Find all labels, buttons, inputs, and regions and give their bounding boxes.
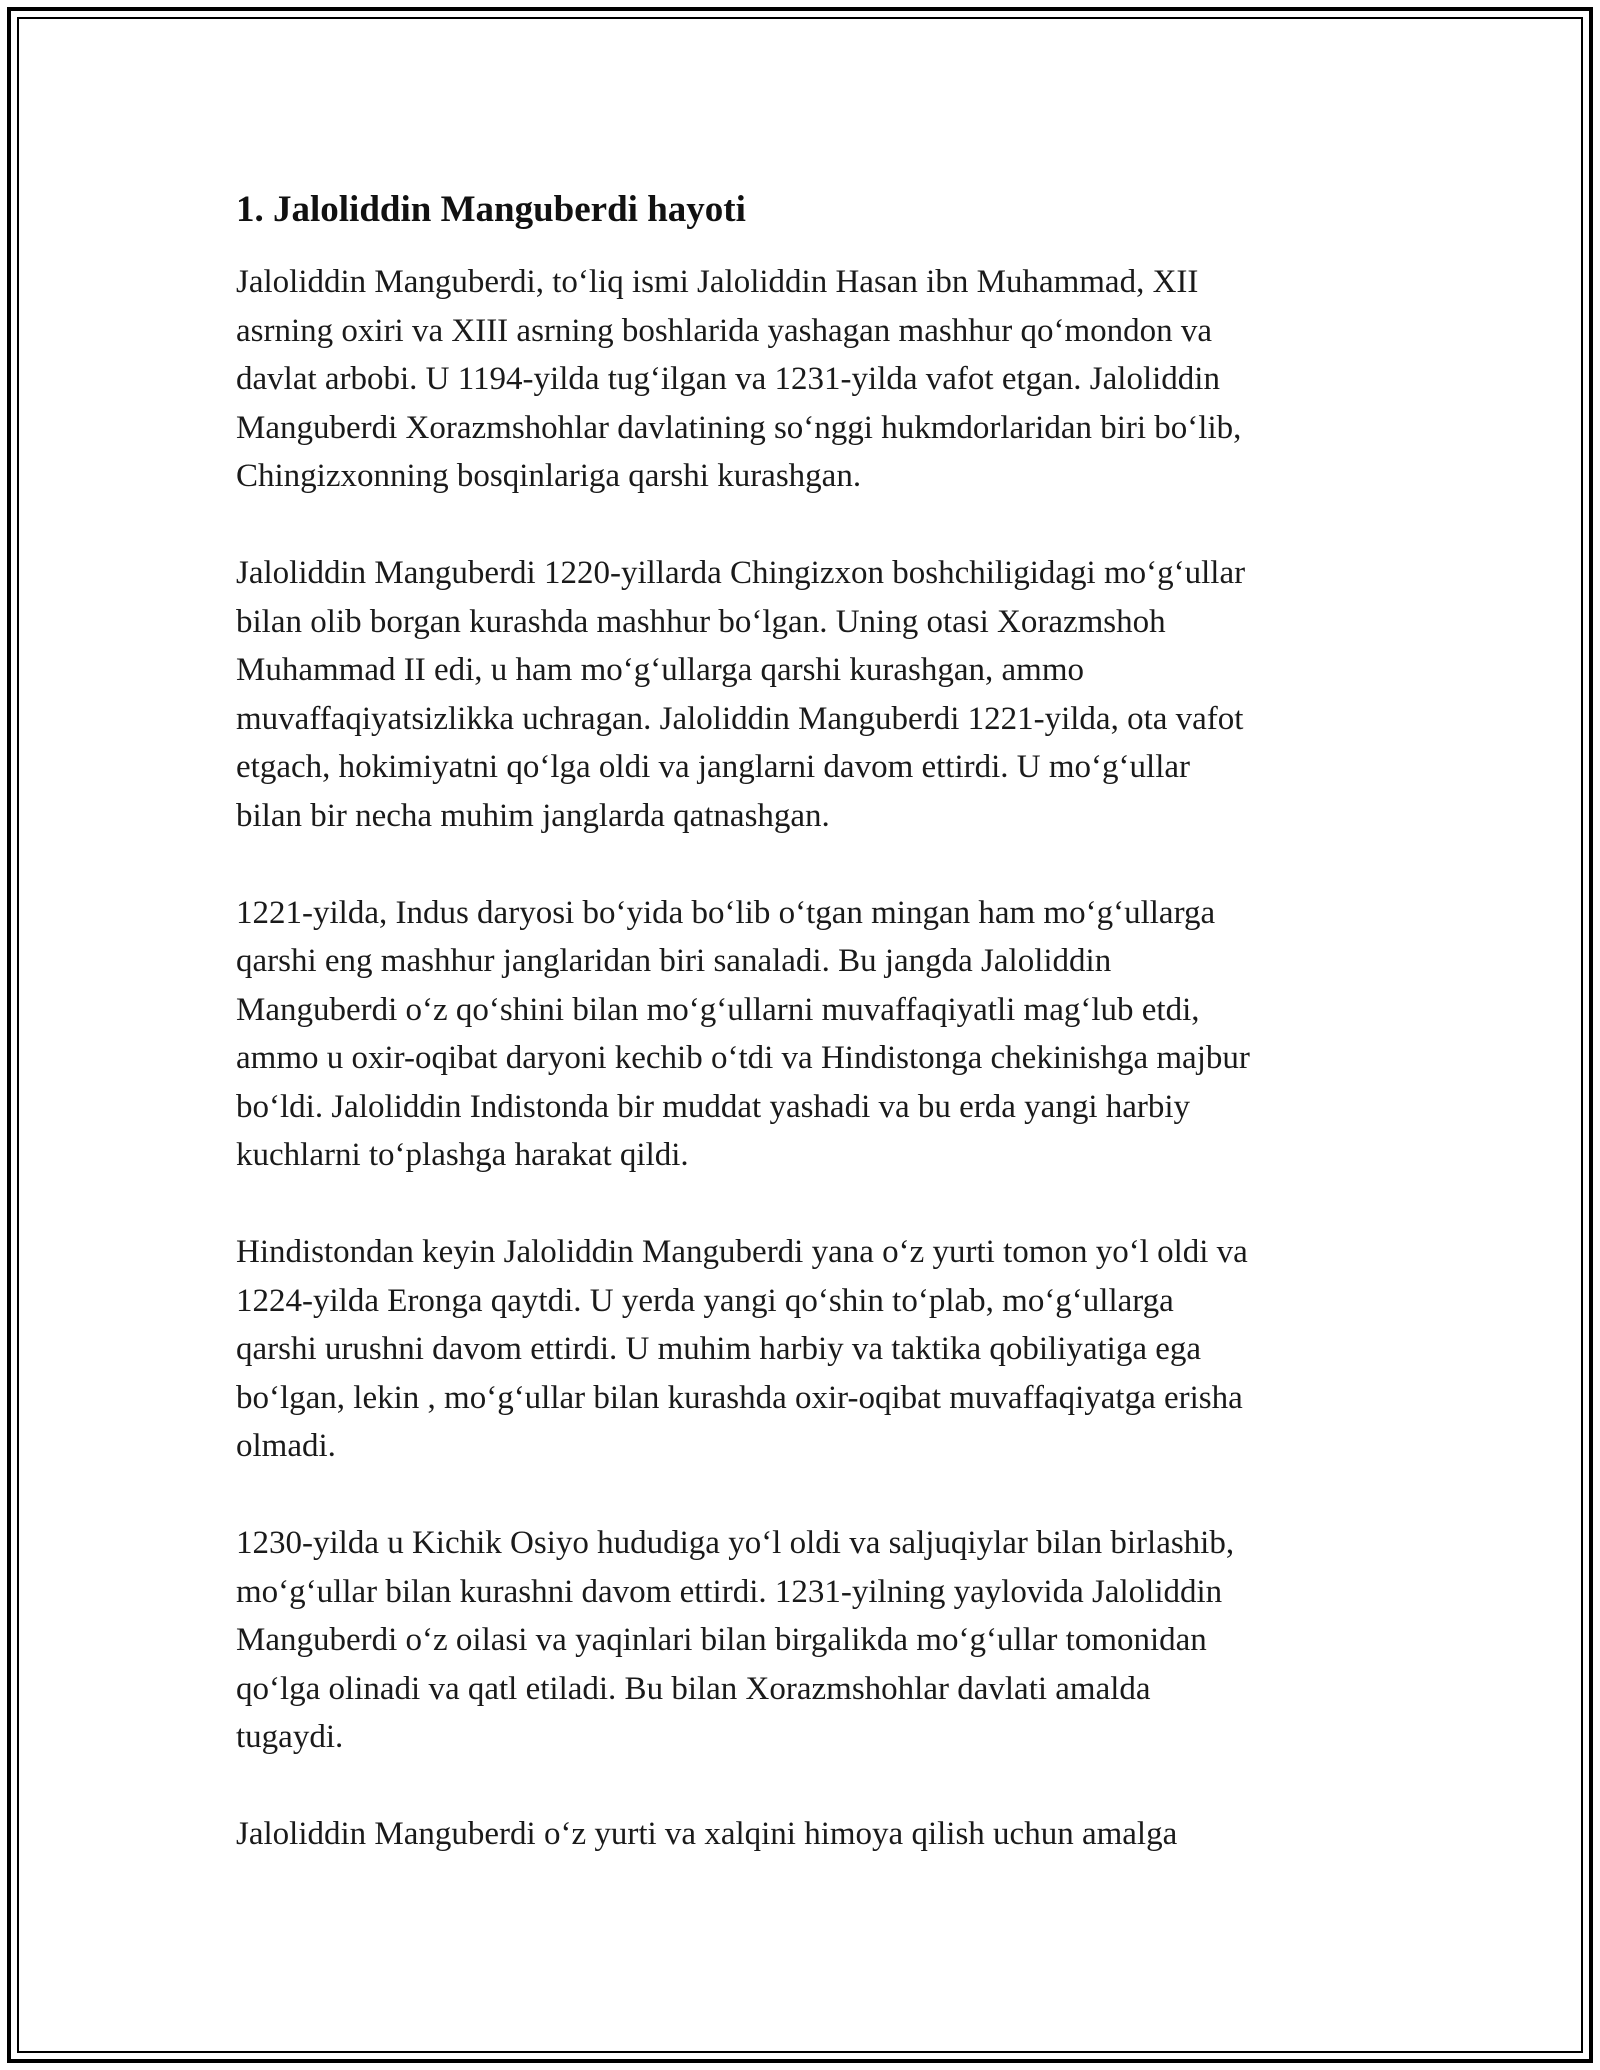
section-heading: 1. Jaloliddin Manguberdi hayoti [236, 189, 746, 230]
paragraph-5: 1230-yilda u Kichik Osiyo hududiga yo‘l oldi va saljuqiylar bilan birlashib, mo‘g‘ullar bilan kurashni davom ettirdi. 1231-yilning yaylovida Jaloliddin Manguberdi o‘z oilasi va yaqinlari bilan birgalikda mo‘g‘ullar tomonidan qo‘lga olinadi va qatl etiladi. Bu bilan Xorazmshohlar davlati amalda tugaydi. [236, 1525, 1235, 1755]
document-body [236, 188, 1376, 1907]
paragraph-3: 1221-yilda, Indus daryosi bo‘yida bo‘lib o‘tgan mingan ham mo‘g‘ullarga qarshi eng mashhur janglaridan biri sanaladi. Bu jangda Jaloliddin Manguberdi o‘z qo‘shini bilan mo‘g‘ullarni muvaffaqiyatli mag‘lub etdi, ammo u oxir-oqibat daryoni kechib o‘tdi va Hindistonga chekinishga majbur bo‘ldi. Jaloliddin Indistonda bir muddat yashadi va bu erda yangi harbiy kuchlarni to‘plashga harakat qildi. [236, 894, 1250, 1173]
paragraph-1: Jaloliddin Manguberdi, to‘liq ismi Jaloliddin Hasan ibn Muhammad, XII asrning oxiri va XIII asrning boshlarida yashagan mashhur qo‘mondon va davlat arbobi. U 1194-yilda tug‘ilgan va 1231-yilda vafot etgan. Jaloliddin Manguberdi Xorazmshohlar davlatining so‘nggi hukmdorlaridan biri bo‘lib, Chingizxonning bosqinlariga qarshi kurashgan. [236, 264, 1242, 494]
paragraph-4: Hindistondan keyin Jaloliddin Manguberdi yana o‘z yurti tomon yo‘l oldi va 1224-yilda Eronga qaytdi. U yerda yangi qo‘shin to‘plab, mo‘g‘ullarga qarshi urushni davom ettirdi. U muhim harbiy va taktika qobiliyatiga ega bo‘lgan, lekin , mo‘g‘ullar bilan kurashda oxir-oqibat muvaffaqiyatga erisha olmadi. [236, 1234, 1248, 1464]
paragraph-6: Jaloliddin Manguberdi o‘z yurti va xalqini himoya qilish uchun amalga [236, 1816, 1178, 1852]
paragraph-2: Jaloliddin Manguberdi 1220-yillarda Chingizxon boshchiligidagi mo‘g‘ullar bilan olib borgan kurashda mashhur bo‘lgan. Uning otasi Xorazmshoh Muhammad II edi, u ham mo‘g‘ullarga qarshi kurashgan, ammo muvaffaqiyatsizlikka uchragan. Jaloliddin Manguberdi 1221-yilda, ota vafot etgach, hokimiyatni qo‘lga oldi va janglarni davom ettirdi. U mo‘g‘ullar bilan bir necha muhim janglarda qatnashgan. [236, 555, 1246, 834]
